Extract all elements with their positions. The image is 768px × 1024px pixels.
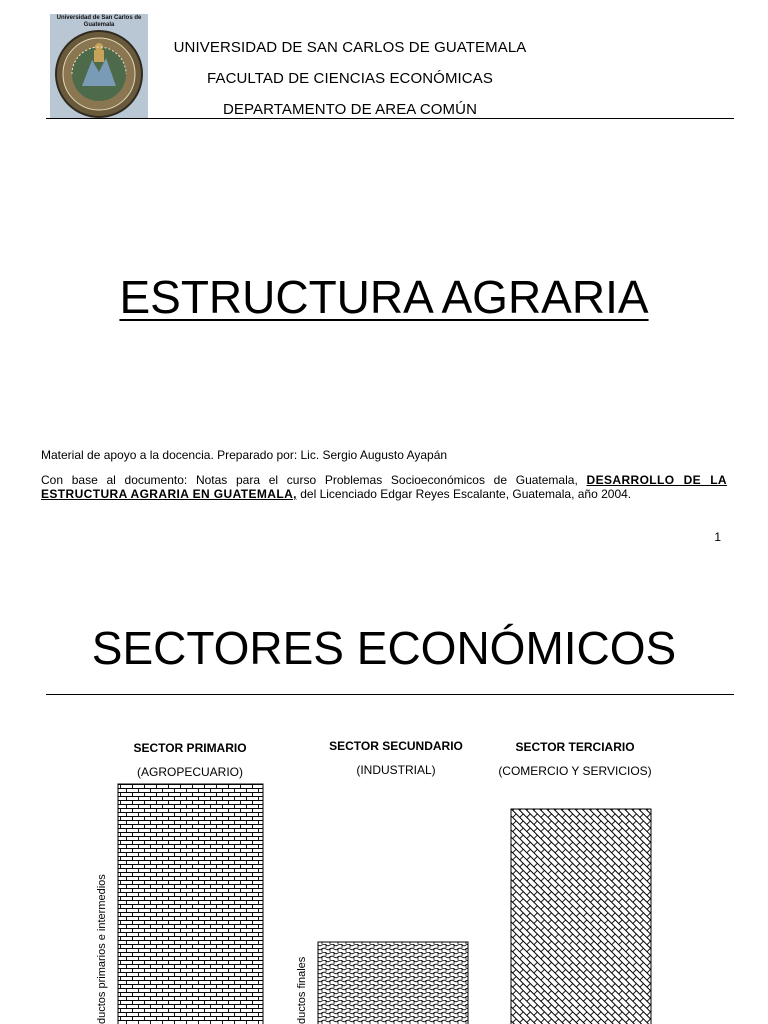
source-suffix: del Licenciado Edgar Reyes Escalante, Guatemala, año 2004.	[296, 487, 632, 501]
header-department: DEPARTAMENTO DE AREA COMÚN	[222, 101, 478, 118]
page-title-text: ESTRUCTURA AGRARIA	[119, 271, 649, 323]
sector-secondary-name: SECTOR SECUNDARIO	[329, 739, 463, 753]
bar-label-primary: ductos primarios e intermedios	[96, 874, 108, 1024]
sector-tertiary-name: SECTOR TERCIARIO	[515, 740, 635, 754]
source-prefix: Con base al documento: Notas para el curso Problemas Socioeconómicos de Guatemala,	[41, 473, 587, 487]
sector-primary-name: SECTOR PRIMARIO	[133, 741, 247, 755]
bar-tertiary	[511, 809, 651, 1024]
sector-tertiary-subtitle: (COMERCIO Y SERVICIOS)	[498, 764, 652, 778]
header-university: UNIVERSIDAD DE SAN CARLOS DE GUATEMALA	[173, 39, 527, 56]
prepared-by-text: Material de apoyo a la docencia. Preparado por: Lic. Sergio Augusto Ayapán	[41, 448, 448, 462]
header-faculty: FACULTAD DE CIENCIAS ECONÓMICAS	[207, 70, 493, 87]
page-number: 1	[714, 530, 721, 544]
sector-secondary-subtitle: (INDUSTRIAL)	[356, 763, 436, 777]
sector-primary-subtitle: (AGROPECUARIO)	[136, 765, 243, 779]
bar-secondary	[318, 942, 468, 1024]
seal-caption: Universidad de San Carlos de Guatemala	[56, 15, 142, 28]
slide-title: SECTORES ECONÓMICOS	[91, 622, 677, 674]
bar-label-secondary: ductos finales	[296, 956, 308, 1024]
source-document-title: DESARROLLO DE LA ESTRUCTURA AGRARIA EN GUATEMALA,	[41, 473, 727, 501]
bar-primary	[118, 784, 263, 1024]
